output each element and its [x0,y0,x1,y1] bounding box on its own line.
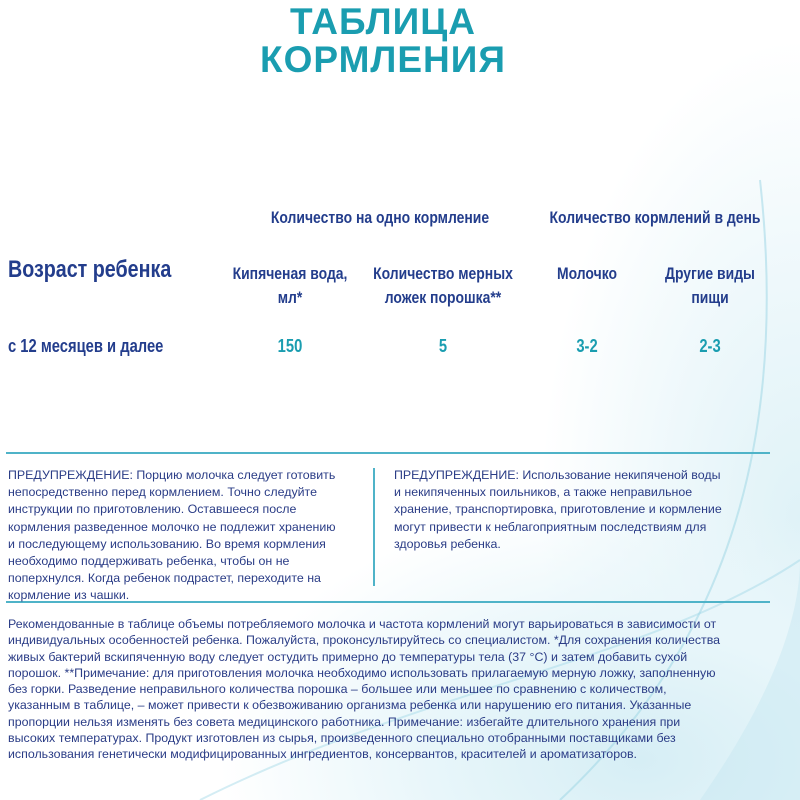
text-line: использования генетически модифицированных ингредиентов, консервантов, красителей и ароматизаторов. [8,747,638,762]
column-header-line: мл* [277,288,303,307]
table-cell-milk [537,336,637,357]
page-title: ТАБЛИЦА [290,1,476,42]
cell-value: 2-3 [699,336,721,356]
divider-vertical [373,468,375,586]
group-header-label: Количество на одно кормление [270,208,490,227]
column-header-line: Кипяченая вода, [232,264,348,283]
row-header-label: Возраст ребенка [8,256,172,283]
row-header [8,256,198,284]
cell-value: 150 [277,336,303,356]
text-line: кормления разведенное молочко не подлежит хранению [8,519,336,534]
notes-paragraph [8,616,720,763]
text-line: инструкции по приготовлению. Оставшееся после [8,502,297,517]
divider [6,452,770,454]
group-header [230,208,530,228]
group-header [515,208,795,228]
text-line: поперхнулся. Когда ребенок подрастет, переходите на [8,571,321,586]
warning-preparation [8,467,336,605]
text-line: ПРЕДУПРЕЖДЕНИЕ: Порцию молочка следует готовить [8,468,336,482]
age-label: с 12 месяцев и далее [8,336,164,356]
table-row-age [8,336,208,357]
text-line: кормление из чашки. [8,588,130,603]
text-line: и последующему использованию. Во время кормления [8,536,326,551]
text-line: могут привести к неблагоприятным последствиям для [394,519,707,534]
text-line: непосредственно перед кормлением. Точно следуйте [8,485,317,500]
table-cell-other-food [660,336,760,357]
text-line: пропорции нельзя изменять без совета медицинского работника. Примечание: избегайте длительного хранения при [8,714,681,729]
warning-hygiene [394,467,722,553]
text-line: без горки. Разведение неправильного количества порошка – большее или меньшее по сравнению с количеством, [8,682,667,697]
page-title: КОРМЛЕНИЯ [260,39,506,80]
text-line: здоровья ребенка. [394,536,501,551]
text-line: живых бактерий вскипяченную воду следует остудить примерно до температуры тела (37 °С) и затем добавить сухой [8,649,688,664]
column-header-line: Другие виды [665,264,755,283]
table-cell-scoops [393,336,493,357]
text-line: высоких температурах. Продукт изготовлен из сырья, произведенного специально отобранными поставщиками без [8,731,676,746]
text-line: указанным в таблице, – может привести к обезвоживанию организма ребенка или нарушению его питания. Указанные [8,698,692,713]
column-header [620,262,800,310]
text-line: и некипяченных поильников, а также неправильное [394,485,693,500]
text-line: ПРЕДУПРЕЖДЕНИЕ: Использование некипяченой воды [394,468,721,482]
cell-value: 5 [438,336,448,356]
text-line: хранение, транспортировка, приготовление и кормление [394,502,722,517]
column-header-line: ложек порошка** [384,288,502,307]
text-line: порошок. **Примечание: для приготовления молочка необходимо использовать прилагаемую мерную ложку, заполненную [8,665,716,680]
column-header-line: Молочко [556,264,618,283]
text-line: Рекомендованные в таблице объемы потребляемого молочка и частота кормлений могут варьироваться в зависимости от [8,617,717,631]
column-header-line: пищи [691,288,729,307]
text-line: индивидуальных особенностей ребенка. Пожалуйста, проконсультируйтесь со специалистом. *Для сохранения количества [8,633,721,648]
table-cell-water [240,336,340,357]
group-header-label: Количество кормлений в день [549,208,761,227]
column-header-line: Количество мерных [373,264,513,283]
cell-value: 3-2 [576,336,598,356]
text-line: необходимо поддерживать ребенка, чтобы он не [8,554,290,569]
